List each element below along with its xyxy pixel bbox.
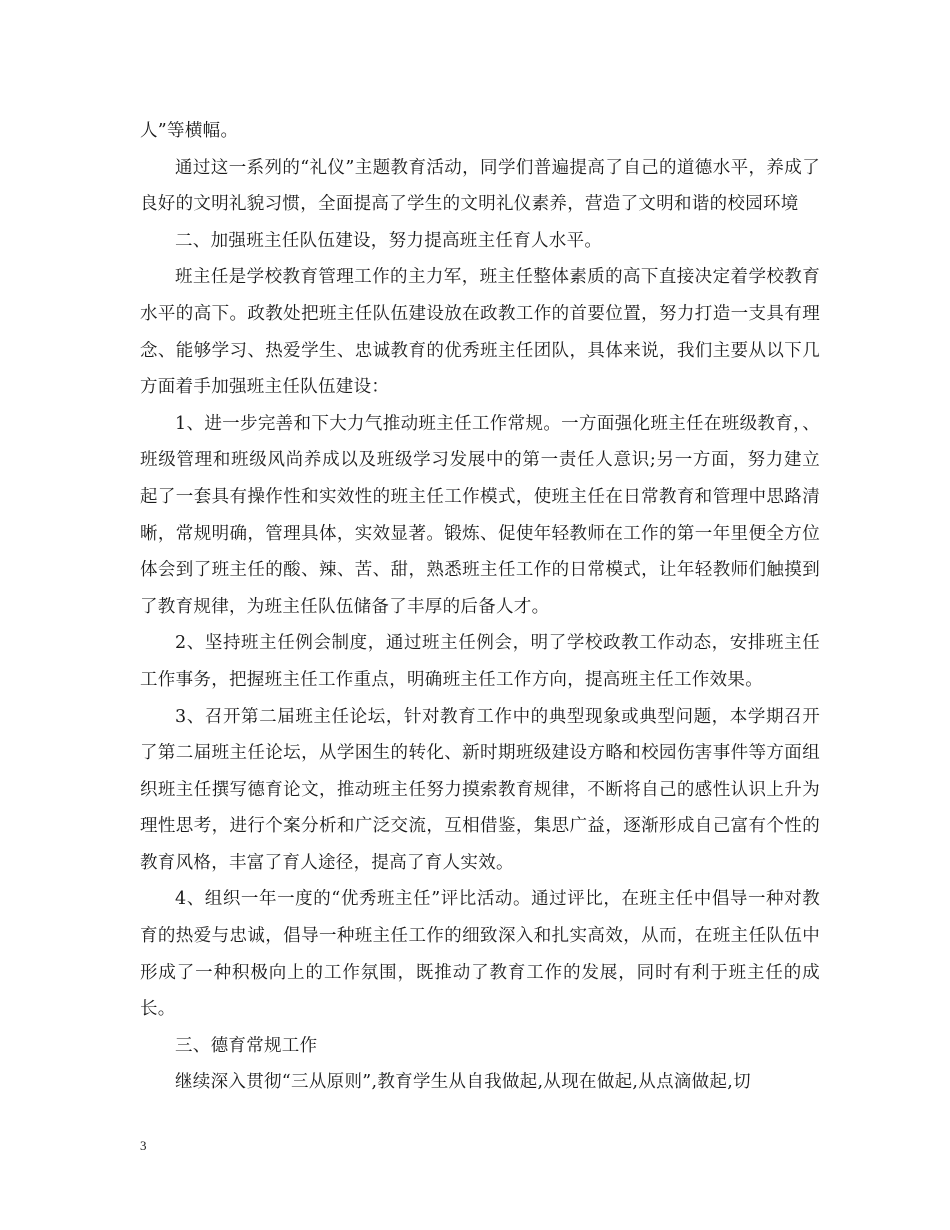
- section-heading-3: 三、德育常规工作: [175, 1035, 318, 1056]
- paragraph-2: 通过这一系列的“礼仪”主题教育活动，同学们普遍提高了自己的道德水平，养成了良好的文明礼貌习惯，全面提高了学生的文明礼仪素养，营造了文明和谐的校园环境: [140, 157, 820, 215]
- document-body: [140, 113, 820, 1101]
- list-item-2: 2、坚持班主任例会制度，通过班主任例会，明了学校政教工作动态，安排班主任工作事务，把握班主任工作重点，明确班主任工作方向，提高班主任工作效果。: [140, 633, 820, 690]
- paragraph-4: 继续深入贯彻“三从原则”,教育学生从自我做起,从现在做起,从点滴做起,切: [175, 1072, 751, 1093]
- list-item-1: 1、进一步完善和下大力气推动班主任工作常规。一方面强化班主任在班级教育，、班级管理和班级风尚养成以及班级学习发展中的第一责任人意识;另一方面，努力建立起了一套具有操作性和实效性的班主任工作模式，使班主任在日常教育和管理中思路清晰，常规明确，管理具体，实效显著。锻炼、促使年轻教师在工作的第一年里便全方位体会到了班主任的酸、辣、苦、甜，熟悉班主任工作的日常模式，让年轻教师们触摸到了教育规律，为班主任队伍储备了丰厚的后备人才。: [140, 413, 820, 617]
- paragraph-3: 班主任是学校教育管理工作的主力军，班主任整体素质的高下直接决定着学校教育水平的高下。政教处把班主任队伍建设放在政教工作的首要位置，努力打造一支具有理念、能够学习、热爱学生、忠诚教育的优秀班主任团队，具体来说，我们主要从以下几方面着手加强班主任队伍建设：: [140, 267, 820, 398]
- list-item-4: 4、组织一年一度的“优秀班主任”评比活动。通过评比，在班主任中倡导一种对教育的热爱与忠诚，倡导一种班主任工作的细致深入和扎实高效，从而，在班主任队伍中形成了一种积极向上的工作氛围，既推动了教育工作的发展，同时有利于班主任的成长。: [140, 889, 820, 1020]
- section-heading-2: 二、加强班主任队伍建设，努力提高班主任育人水平。: [175, 230, 603, 251]
- page-number: 3: [140, 1138, 147, 1153]
- paragraph-1: 人”等横幅。: [140, 121, 239, 141]
- list-item-3: 3、召开第二届班主任论坛，针对教育工作中的典型现象或典型问题，本学期召开了第二届班主任论坛，从学困生的转化、新时期班级建设方略和校园伤害事件等方面组织班主任撰写德育论文，推动班主任努力摸索教育规律，不断将自己的感性认识上升为理性思考，进行个案分析和广泛交流，互相借鉴，集思广益，逐渐形成自己富有个性的教育风格，丰富了育人途径，提高了育人实效。: [140, 706, 820, 873]
